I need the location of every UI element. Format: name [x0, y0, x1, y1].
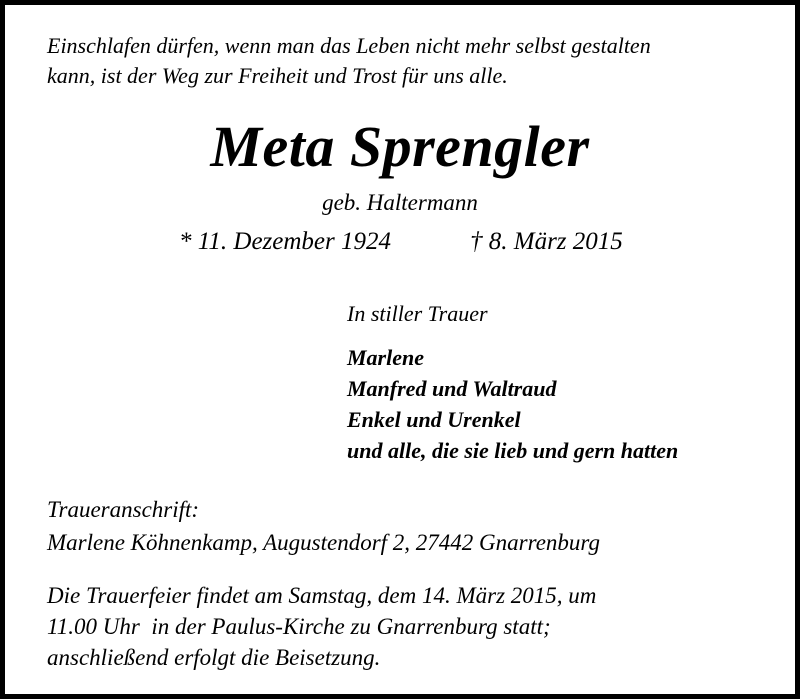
- service-line-3: anschließend erfolgt die Beisetzung.: [47, 645, 381, 670]
- motto-line-1: Einschlafen dürfen, wenn man das Leben nicht mehr selbst gestalten: [47, 33, 651, 58]
- address-value: Marlene Köhnenkamp, Augustendorf 2, 27442 Gnarrenburg: [47, 530, 601, 555]
- mourner-name: und alle, die sie lieb und gern hatten: [347, 438, 679, 463]
- deceased-name: Meta Sprengler: [210, 114, 590, 179]
- motto-line-2: kann, ist der Weg zur Freiheit und Trost für uns alle.: [47, 63, 508, 88]
- address-label: Traueranschrift:: [47, 497, 200, 522]
- mourner-name: Marlene: [347, 345, 424, 370]
- service-line-2: 11.00 Uhr in der Paulus-Kirche zu Gnarrenburg statt;: [47, 614, 551, 639]
- service-line-1: Die Trauerfeier findet am Samstag, dem 14. März 2015, um: [47, 583, 597, 608]
- birth-date: * 11. Dezember 1924: [179, 228, 391, 255]
- mourner-name: Enkel und Urenkel: [347, 407, 521, 432]
- birth-name: geb. Haltermann: [322, 190, 478, 215]
- mourner-name: Manfred und Waltraud: [347, 376, 557, 401]
- mourning-intro: In stiller Trauer: [347, 301, 488, 326]
- death-date: † 8. März 2015: [470, 228, 623, 255]
